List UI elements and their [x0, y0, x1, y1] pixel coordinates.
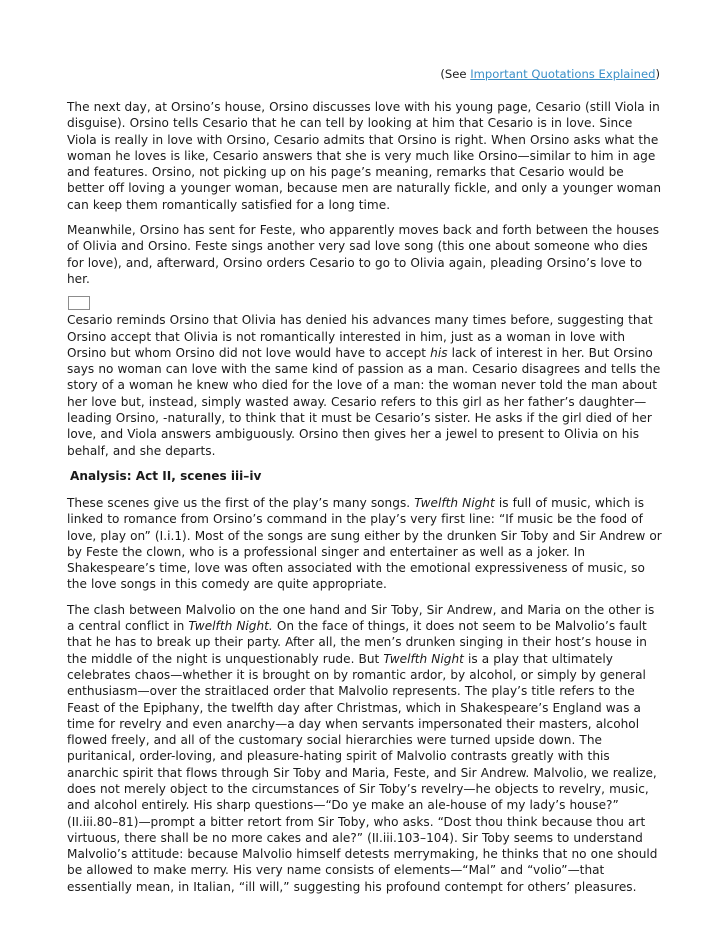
p5-text-a: The clash between Malvolio on the one hand and Sir Toby, Sir Andrew, and Maria on the other is a central conflict in — [67, 602, 655, 634]
p3-text-a: Cesario reminds Orsino that Olivia has denied his advances many times before, suggesting that Orsino accept that Olivia is not romantically interested in him, just as a woman in love with Orsino but whom Orsino did not love would have to accept — [67, 313, 653, 360]
summary-paragraph-3 — [67, 312, 662, 459]
quote-ref-close: ) — [655, 67, 660, 81]
p4-emphasis: Twelfth Night — [414, 495, 495, 510]
p4-text-b: is full of music, which is linked to romance from Orsino’s command in the play’s very first line: “If music be the food of love, play on” (I.i.1). Most of the songs are sung either by the drunken Sir Toby and Sir Andrew or by Feste the clown, who is a professional singer and entertainer as well as a joker. In Shakespeare’s time, love was often associated with the emotional expressiveness of music, so the love songs in this comedy are quite appropriate. — [67, 495, 662, 592]
p3-text-b: lack of interest in her. But Orsino says no woman can love with the same kind of passion as a man. Cesario disagrees and tells the story of a woman he knew who died for the love of a man: the woman never told the man about her love but, instead, simply wasted away. Cesario refers to this girl as her father’s daughter—leading Orsino, -naturally, to think that it must be Cesario’s sister. He asks if the girl died of her love, and Viola answers ambiguously. Orsino then gives her a jewel to present to Olivia on his behalf, and she departs. — [67, 345, 661, 458]
p5-text-b: On the face of things, it does not seem to be Malvolio’s fault that he has to break up their party. After all, the men’s drunken singing in their host’s house in the middle of the night is unquestionably rude. But — [67, 619, 647, 666]
summary-paragraph-2: Meanwhile, Orsino has sent for Feste, who apparently moves back and forth between the houses of Olivia and Orsino. Feste sings another very sad love song (this one about someone who dies for love), and, afterward, Orsino orders Cesario to go to Olivia again, pleading Orsino’s love to her. — [67, 223, 660, 286]
broken-image-placeholder — [68, 296, 90, 310]
summary-paragraph-1: The next day, at Orsino’s house, Orsino discusses love with his young page, Cesario (still Viola in disguise). Orsino tells Cesario that he can tell by looking at him that Cesario is in love. Since Viola is really in love with Orsino, Cesario admits that Orsino is right. When Orsino asks what the woman he loves is like, Cesario answers that she is very much like Orsino—similar to him in age and features. Orsino, not picking up on his page’s meaning, remarks that Cesario would be better off loving a younger woman, because men are naturally fickle, and only a younger woman can keep them romantically satisfied for a long time. — [67, 100, 661, 212]
document-page — [67, 66, 662, 904]
p5-emphasis-2: Twelfth Night — [383, 651, 464, 666]
analysis-heading: Analysis: Act II, scenes iii–iv — [70, 468, 262, 483]
quote-ref-open: (See — [440, 67, 471, 81]
p5-text-c: is a play that ultimately celebrates chaos—whether it is brought on by romantic ardor, by alcohol, or simply by general enthusiasm—over the straitlaced order that Malvolio represents. The play’s title refers to the Feast of the Epiphany, the twelfth day after Christmas, which in Shakespeare’s England was a time for revelry and even anarchy—a day when servants impersonated their masters, alcohol flowed freely, and all of the customary social hierarchies were turned upside down. The puritanical, order-loving, and pleasure-hating spirit of Malvolio contrasts greatly with this anarchic spirit that flows through Sir Toby and Maria, Feste, and Sir Andrew. Malvolio, we realize, does not merely object to the circumstances of Sir Toby’s revelry—he objects to revelry, music, and alcohol entirely. His sharp questions—“Do ye make an ale-house of my lady’s house?” (II.iii.80–81)—prompt a bitter retort from Sir Toby, who asks. “Dost thou think because thou art virtuous, there shall be no more cakes and ale?” (II.iii.103–104). Sir Toby seems to understand Malvolio’s attitude: because Malvolio himself detests merrymaking, he thinks that no one should be allowed to make merry. His very name consists of elements—“Mal” and “volio”—that essentially mean, in Italian, “ill will,” suggesting his profound contempt for others’ pleasures. — [67, 651, 658, 894]
p4-text-a: These scenes give us the first of the play’s many songs. — [67, 495, 415, 510]
p3-emphasis: his — [430, 345, 448, 360]
important-quotations-link[interactable]: Important Quotations Explained — [470, 67, 656, 81]
analysis-paragraph-1 — [67, 495, 662, 593]
p5-emphasis-1: Twelfth Night. — [188, 619, 273, 634]
quotation-reference — [67, 66, 662, 82]
analysis-paragraph-2 — [67, 602, 662, 895]
